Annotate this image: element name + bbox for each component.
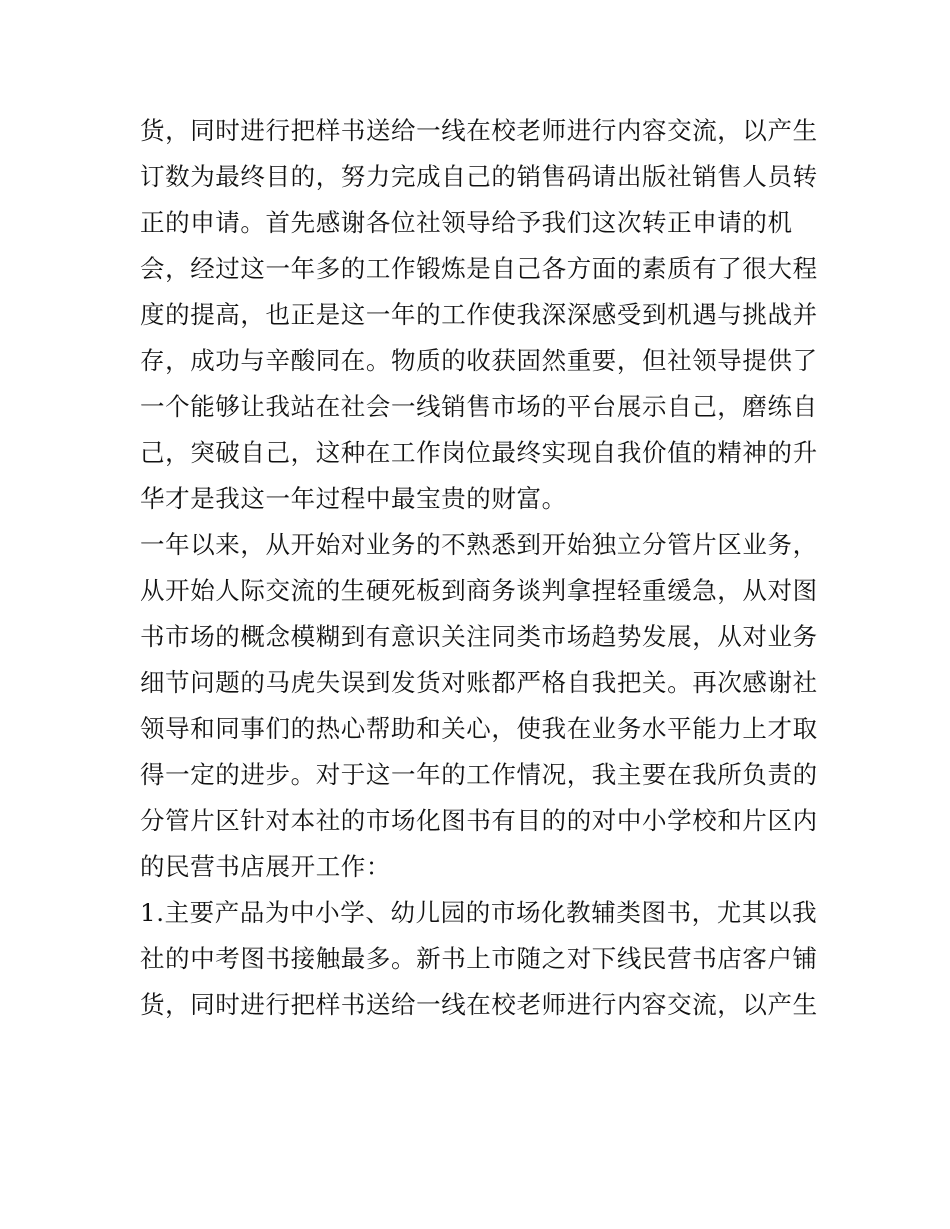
text-line: 的民营书店展开工作： [140,852,391,881]
text-line: 一个能够让我站在社会一线销售市场的平台展示自己，磨练自 [140,392,818,421]
text-line: 货，同时进行把样书送给一线在校老师进行内容交流，以产生 [140,116,818,145]
text-line: 己，突破自己，这种在工作岗位最终实现自我价值的精神的升 [140,438,818,467]
text-line: 一年以来，从开始对业务的不熟悉到开始独立分管片区业务， [140,530,818,559]
text-line: 得一定的进步。对于这一年的工作情况，我主要在我所负责的 [140,760,818,789]
text-line: 华才是我这一年过程中最宝贵的财富。 [140,484,567,513]
text-line: 货，同时进行把样书送给一线在校老师进行内容交流，以产生 [140,990,818,1019]
body-text [140,108,820,1028]
text-line: 正的申请。首先感谢各位社领导给予我们这次转正申请的机 [140,208,793,237]
text-line: 1.主要产品为中小学、幼儿园的市场化教辅类图书，尤其以我 [140,898,818,927]
text-line: 社的中考图书接触最多。新书上市随之对下线民营书店客户铺 [140,944,818,973]
text-line: 会，经过这一年多的工作锻炼是自己各方面的素质有了很大程 [140,254,818,283]
text-line: 书市场的概念模糊到有意识关注同类市场趋势发展，从对业务 [140,622,818,651]
text-line: 度的提高，也正是这一年的工作使我深深感受到机遇与挑战并 [140,300,818,329]
text-line: 从开始人际交流的生硬死板到商务谈判拿捏轻重缓急，从对图 [140,576,818,605]
text-line: 存，成功与辛酸同在。物质的收获固然重要，但社领导提供了 [140,346,818,375]
text-line: 领导和同事们的热心帮助和关心，使我在业务水平能力上才取 [140,714,818,743]
text-line: 订数为最终目的，努力完成自己的销售码请出版社销售人员转 [140,162,818,191]
text-line: 细节问题的马虎失误到发货对账都严格自我把关。再次感谢社 [140,668,818,697]
text-line: 分管片区针对本社的市场化图书有目的的对中小学校和片区内 [140,806,818,835]
